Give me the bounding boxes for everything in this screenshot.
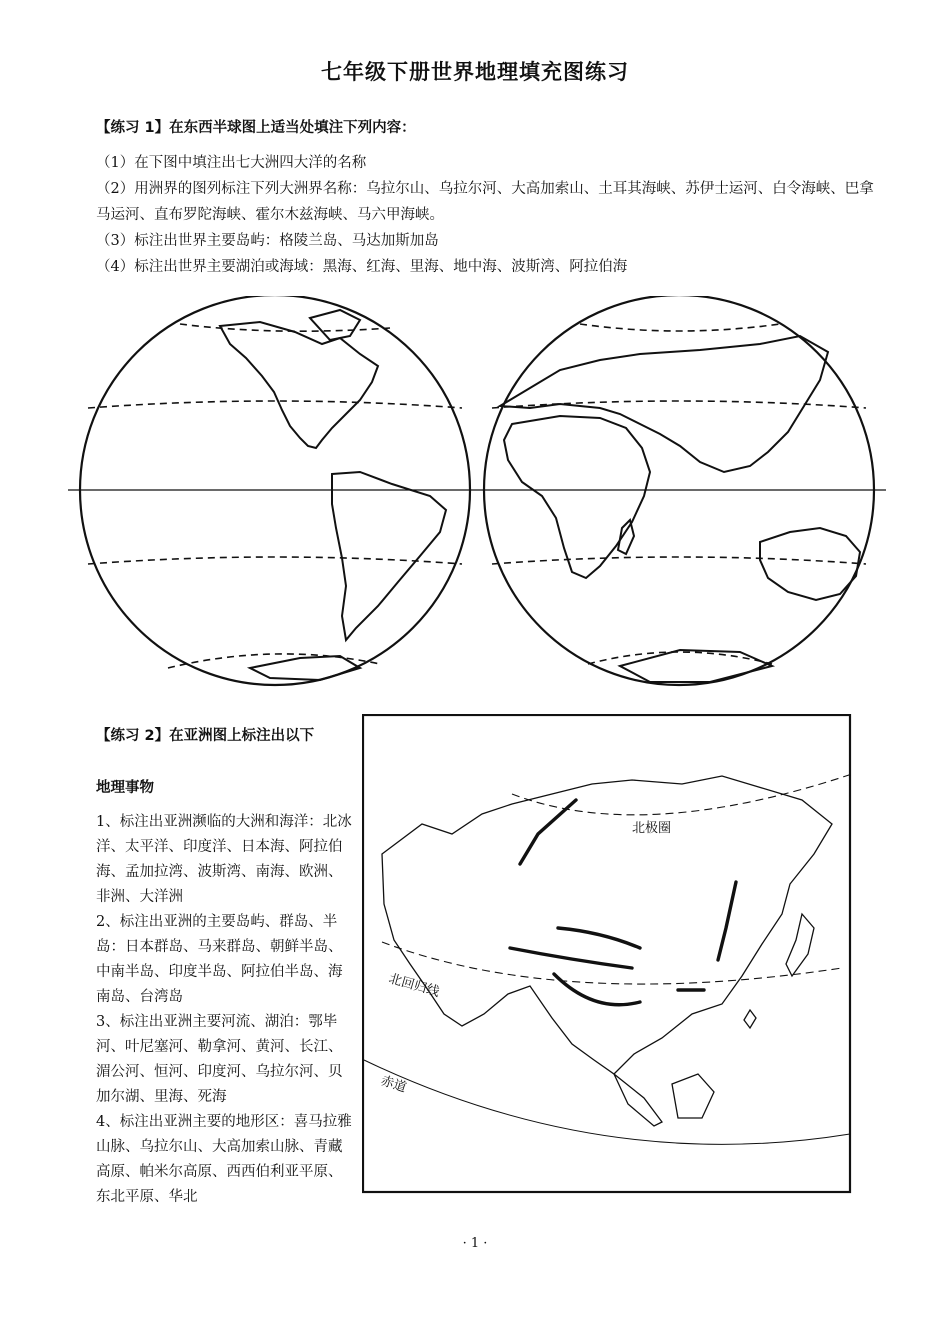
sumatra-outline	[614, 1074, 662, 1126]
greenland-outline	[310, 310, 360, 340]
exercise1-item-1: （1）在下图中填注出七大洲四大洋的名称	[96, 155, 367, 171]
exercise1-item-3: （3）标注出世界主要岛屿：格陵兰岛、马达加斯加岛	[96, 233, 439, 249]
east-tropic-capricorn	[492, 557, 866, 564]
exercise2-subheading: 地理事物	[96, 780, 154, 796]
africa-outline	[504, 416, 650, 578]
hemispheres-map	[60, 296, 890, 696]
exercise2-item-4: 4、标注出亚洲主要的地形区：喜马拉雅山脉、乌拉尔山、大高加索山脉、青藏高原、帕米尔高原、西西伯利亚平原、东北平原、华北	[96, 1114, 352, 1205]
equator-curve	[364, 1060, 850, 1144]
exercise2-heading: 【练习 2】在亚洲图上标注出以下	[96, 728, 315, 744]
west-antarctica-outline	[250, 656, 360, 680]
east-arctic-circle	[580, 324, 780, 331]
west-tropic-cancer	[88, 401, 462, 408]
east-antarctica-outline	[620, 650, 772, 682]
asia-map	[362, 714, 852, 1194]
ural-mountains-mark	[520, 800, 576, 864]
north-america-outline	[220, 322, 378, 448]
australia-outline	[760, 528, 860, 600]
west-tropic-capricorn	[88, 557, 462, 564]
kunlun-mountains-mark	[510, 948, 632, 968]
equator-label: 赤道	[378, 1073, 409, 1096]
himalaya-mountains-mark	[554, 974, 640, 1005]
greater-khingan-mark	[718, 882, 736, 960]
exercise1-item-4: （4）标注出世界主要湖泊或海域：黑海、红海、里海、地中海、波斯湾、阿拉伯海	[96, 259, 628, 275]
exercise2-item-2: 2、标注出亚洲的主要岛屿、群岛、半岛：日本群岛、马来群岛、朝鲜半岛、中南半岛、印度半岛、阿拉伯半岛、海南岛、台湾岛	[96, 914, 343, 1005]
arctic-circle-label: 北极圈	[632, 821, 672, 836]
exercise1-item-2: （2）用洲界的图列标注下列大洲界名称：乌拉尔山、乌拉尔河、大高加索山、土耳其海峡、苏伊士运河、白令海峡、巴拿马运河、直布罗陀海峡、霍尔木兹海峡、马六甲海峡。	[96, 181, 874, 223]
east-tropic-cancer	[492, 401, 866, 408]
japan-outline	[786, 914, 814, 976]
tianshan-mountains-mark	[558, 928, 640, 948]
south-america-outline	[332, 472, 446, 640]
eurasia-outline	[500, 336, 828, 472]
exercise1-heading: 【练习 1】在东西半球图上适当处填注下列内容：	[96, 120, 416, 136]
tropic-cancer-line	[382, 942, 842, 984]
exercise2-item-3: 3、标注出亚洲主要河流、湖泊：鄂毕河、叶尼塞河、勒拿河、黄河、长江、湄公河、恒河、印度河、乌拉尔河、贝加尔湖、里海、死海	[96, 1014, 343, 1105]
page-title: 七年级下册世界地理填充图练习	[321, 60, 629, 84]
asia-mainland-outline	[382, 776, 832, 1074]
exercise2-item-1: 1、标注出亚洲濒临的大洲和海洋：北冰洋、太平洋、印度洋、日本海、阿拉伯海、孟加拉湾、波斯湾、南海、欧洲、非洲、大洋洲	[96, 814, 352, 905]
exercise1-list	[96, 150, 886, 280]
borneo-outline	[672, 1074, 714, 1118]
taiwan-outline	[744, 1010, 756, 1028]
arctic-circle-line	[512, 774, 852, 815]
exercise2-list	[96, 810, 354, 1210]
page-number: · 1 ·	[462, 1236, 488, 1251]
madagascar-outline	[618, 520, 634, 554]
tropic-cancer-label: 北回归线	[386, 971, 442, 1001]
